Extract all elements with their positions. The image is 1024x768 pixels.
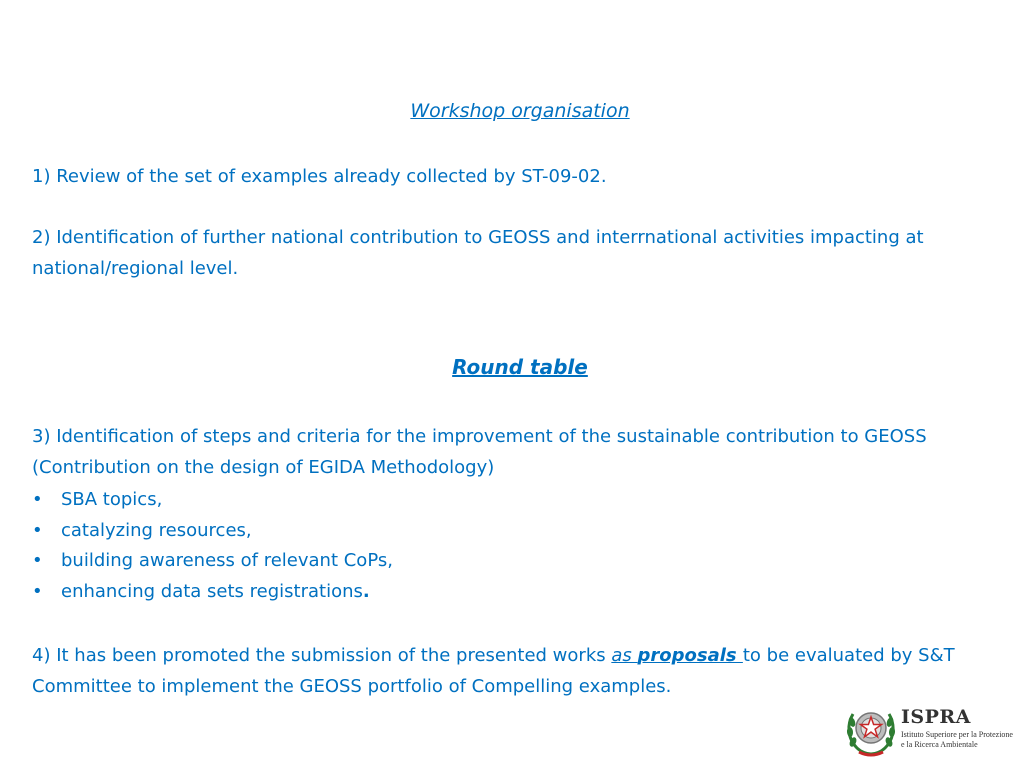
bullet-last-punctuation: . xyxy=(362,580,370,602)
item-2-text: 2) Identification of further national contribution to GEOSS and interrnational activities impacting at national/regional level. xyxy=(32,227,924,279)
item-4-end: to be evaluated by S&T Committee to implement the GEOSS portfolio of Compelling examples. xyxy=(32,645,955,697)
bullet-item xyxy=(32,546,393,577)
bullet-item xyxy=(32,577,393,608)
ispra-logo xyxy=(845,702,1015,758)
round-table-heading: Round table xyxy=(452,355,588,379)
item-4-proposals: proposals xyxy=(637,645,743,666)
bullet-item-text: catalyzing resources, xyxy=(61,519,252,541)
ispra-logo-name: ISPRA xyxy=(901,706,971,728)
workshop-organisation-heading: Workshop organisation xyxy=(410,100,630,122)
bullet-item-text: SBA topics, xyxy=(61,489,163,510)
ispra-logo-subtitle-line-2: e la Ricerca Ambientale xyxy=(901,740,978,749)
bullet-item-text: building awareness of relevant CoPs, xyxy=(61,550,393,571)
italian-republic-emblem-icon xyxy=(845,702,897,758)
ispra-logo-subtitle-line-1: Istituto Superiore per la Protezione xyxy=(901,730,1013,739)
item-4-start: 4) It has been promoted the submission of the presented works xyxy=(32,645,612,666)
bullet-item xyxy=(32,485,393,516)
bullet-list xyxy=(32,485,393,607)
ispra-logo-subtitle xyxy=(901,730,1013,750)
bullet-item xyxy=(32,516,393,547)
item-1-text: 1) Review of the set of examples already collected by ST-09-02. xyxy=(32,166,607,187)
bullet-item-text: enhancing data sets registrations xyxy=(61,580,363,602)
item-3-text: 3) Identification of steps and criteria for the improvement of the sustainable contribution to GEOSS (Contribution on the design of EGIDA Methodology) xyxy=(32,426,927,478)
item-4-text xyxy=(32,641,1017,702)
item-4-as: as xyxy=(611,645,638,666)
